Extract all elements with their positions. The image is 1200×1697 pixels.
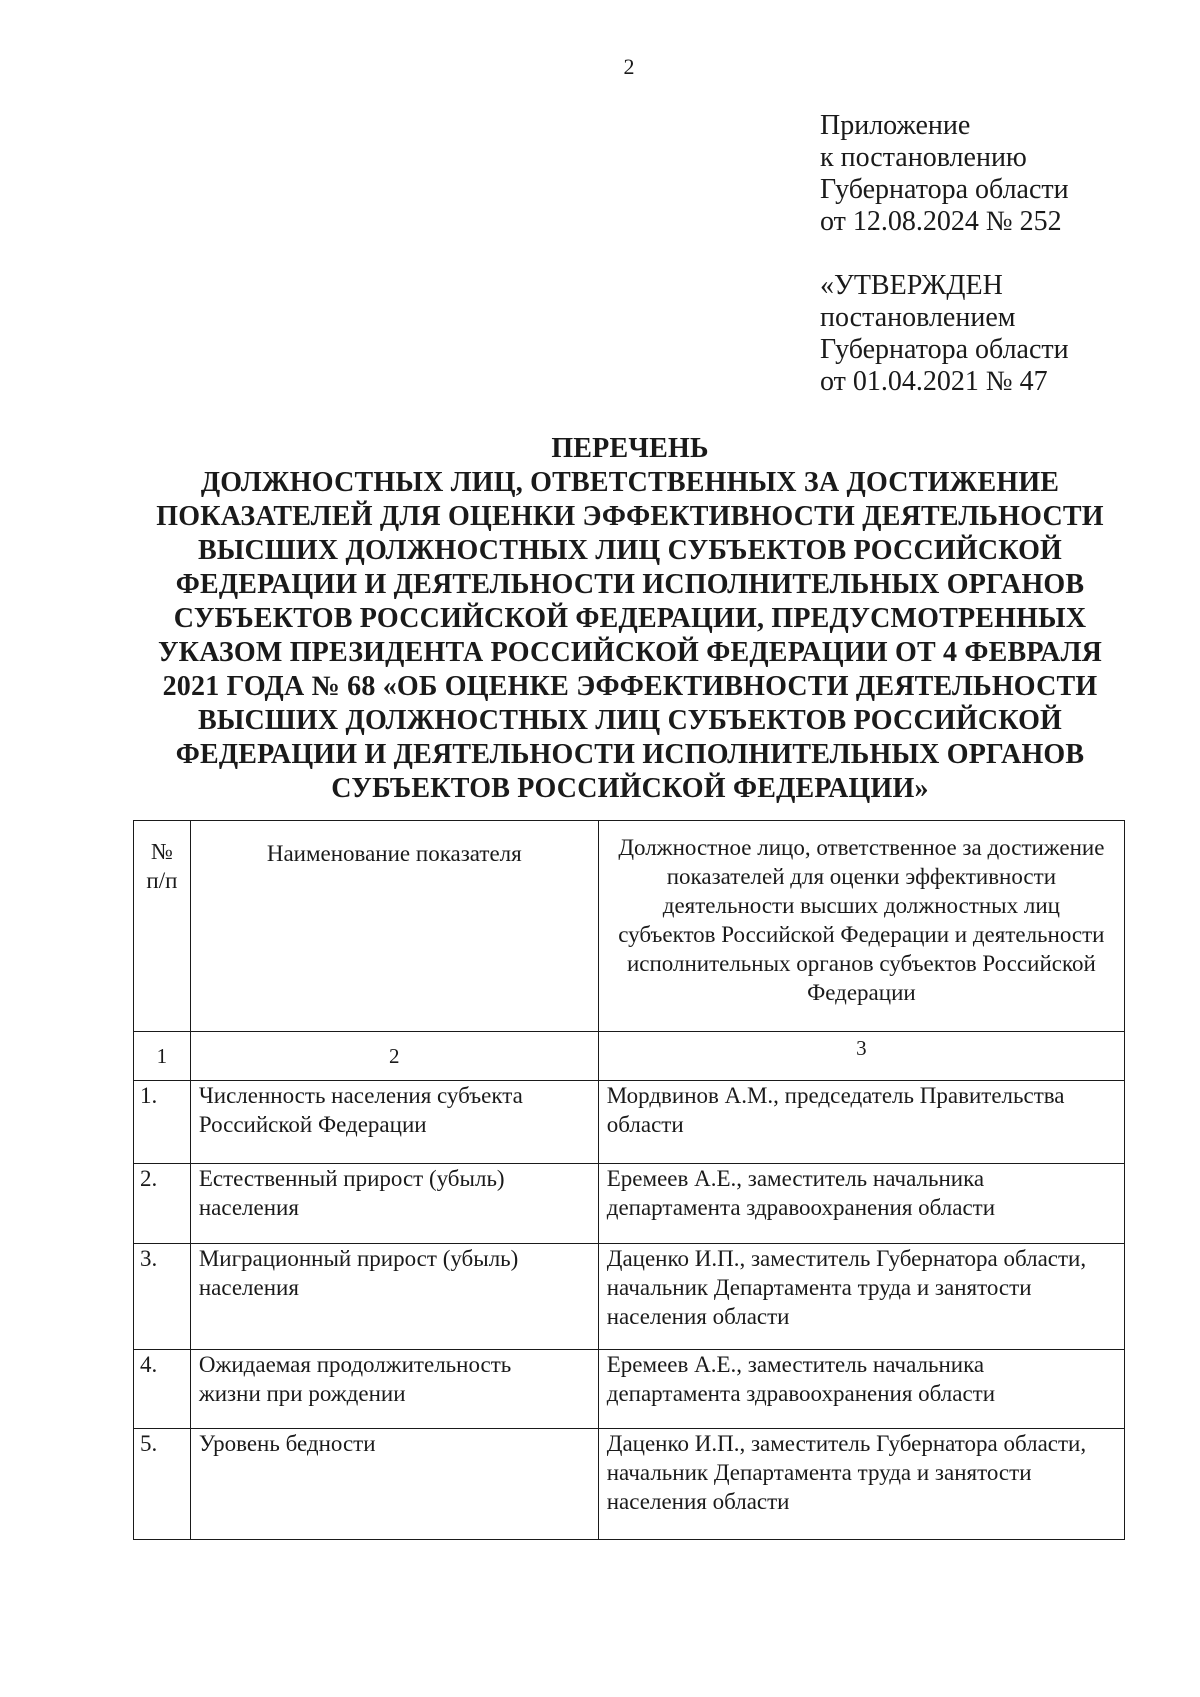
cell-line: начальник Департамента труда и занятости bbox=[606, 1275, 1032, 1300]
row-number: 5. bbox=[134, 1429, 191, 1540]
header-text: деятельности высших должностных лиц bbox=[662, 893, 1060, 918]
row-indicator bbox=[190, 1350, 598, 1429]
header-text: Наименование показателя bbox=[266, 841, 522, 866]
title-line: ВЫСШИХ ДОЛЖНОСТНЫХ ЛИЦ СУБЪЕКТОВ РОССИЙСКОЙ bbox=[197, 535, 1063, 566]
title-line: СУБЪЕКТОВ РОССИЙСКОЙ ФЕДЕРАЦИИ, ПРЕДУСМОТРЕННЫХ bbox=[173, 603, 1087, 634]
header-number-cell bbox=[134, 821, 191, 1032]
table-row bbox=[134, 1244, 1125, 1350]
officials-table bbox=[133, 820, 1125, 1540]
title-line: ФЕДЕРАЦИИ И ДЕЯТЕЛЬНОСТИ ИСПОЛНИТЕЛЬНЫХ ОРГАНОВ bbox=[175, 739, 1085, 770]
appendix-line: к постановлению bbox=[820, 142, 1027, 173]
column-number: 2 bbox=[190, 1032, 598, 1081]
header-text: Федерации bbox=[807, 980, 916, 1005]
title-line: СУБЪЕКТОВ РОССИЙСКОЙ ФЕДЕРАЦИИ» bbox=[331, 773, 929, 804]
row-indicator bbox=[190, 1244, 598, 1350]
cell-line: области bbox=[606, 1112, 684, 1137]
row-number: 2. bbox=[134, 1164, 191, 1244]
row-number: 3. bbox=[134, 1244, 191, 1350]
cell-line: населения bbox=[198, 1195, 299, 1220]
row-number: 1. bbox=[134, 1081, 191, 1164]
title-line: ФЕДЕРАЦИИ И ДЕЯТЕЛЬНОСТИ ИСПОЛНИТЕЛЬНЫХ ОРГАНОВ bbox=[175, 569, 1085, 600]
column-number-row bbox=[134, 1032, 1125, 1081]
row-responsible bbox=[598, 1081, 1124, 1164]
column-number: 1 bbox=[134, 1032, 191, 1081]
cell-line: департамента здравоохранения области bbox=[606, 1195, 996, 1220]
header-responsible-cell bbox=[598, 821, 1124, 1032]
appendix-line: Приложение bbox=[820, 110, 971, 141]
header-text: Должностное лицо, ответственное за достижение bbox=[618, 835, 1105, 860]
appendix-line: Губернатора области bbox=[820, 174, 1069, 205]
table-header-row bbox=[134, 821, 1125, 1032]
document-title bbox=[130, 432, 1130, 806]
title-line: УКАЗОМ ПРЕЗИДЕНТА РОССИЙСКОЙ ФЕДЕРАЦИИ ОТ 4 ФЕВРАЛЯ bbox=[157, 637, 1103, 668]
cell-line: Даценко И.П., заместитель Губернатора области, bbox=[606, 1246, 1087, 1271]
table-row bbox=[134, 1350, 1125, 1429]
row-indicator bbox=[190, 1164, 598, 1244]
header-text: № bbox=[150, 839, 173, 864]
cell-line: Мордвинов А.М., председатель Правительства bbox=[606, 1083, 1065, 1108]
table-row bbox=[134, 1429, 1125, 1540]
approved-line: постановлением bbox=[820, 302, 1016, 333]
approved-line: Губернатора области bbox=[820, 334, 1069, 365]
title-line: 2021 ГОДА № 68 «ОБ ОЦЕНКЕ ЭФФЕКТИВНОСТИ ДЕЯТЕЛЬНОСТИ bbox=[162, 671, 1098, 702]
page-number: 2 bbox=[623, 54, 635, 79]
row-indicator bbox=[190, 1429, 598, 1540]
row-responsible bbox=[598, 1164, 1124, 1244]
cell-line: населения области bbox=[606, 1304, 790, 1329]
cell-line: Еремеев А.Е., заместитель начальника bbox=[606, 1166, 985, 1191]
title-line: ПЕРЕЧЕНЬ bbox=[551, 433, 709, 464]
title-line: ВЫСШИХ ДОЛЖНОСТНЫХ ЛИЦ СУБЪЕКТОВ РОССИЙСКОЙ bbox=[197, 705, 1063, 736]
cell-line: Ожидаемая продолжительность bbox=[198, 1352, 512, 1377]
row-responsible bbox=[598, 1429, 1124, 1540]
header-text: исполнительных органов субъектов Российской bbox=[626, 951, 1096, 976]
header-text: показателей для оценки эффективности bbox=[666, 864, 1057, 889]
title-line: ДОЛЖНОСТНЫХ ЛИЦ, ОТВЕТСТВЕННЫХ ЗА ДОСТИЖЕНИЕ bbox=[200, 467, 1060, 498]
header-text: п/п bbox=[146, 868, 178, 893]
row-indicator bbox=[190, 1081, 598, 1164]
table-row bbox=[134, 1164, 1125, 1244]
table-row bbox=[134, 1081, 1125, 1164]
cell-line: департамента здравоохранения области bbox=[606, 1381, 996, 1406]
cell-line: Российской Федерации bbox=[198, 1112, 427, 1137]
column-number: 3 bbox=[598, 1032, 1124, 1081]
cell-line: жизни при рождении bbox=[198, 1381, 406, 1406]
cell-line: населения bbox=[198, 1275, 299, 1300]
cell-line: населения области bbox=[606, 1489, 790, 1514]
cell-line: Еремеев А.Е., заместитель начальника bbox=[606, 1352, 985, 1377]
approved-line: от 01.04.2021 № 47 bbox=[820, 366, 1048, 397]
appendix-line: от 12.08.2024 № 252 bbox=[820, 206, 1062, 237]
approved-line: «УТВЕРЖДЕН bbox=[820, 270, 1003, 301]
appendix-reference bbox=[820, 110, 1069, 238]
cell-line: начальник Департамента труда и занятости bbox=[606, 1460, 1032, 1485]
cell-line: Численность населения субъекта bbox=[198, 1083, 523, 1108]
header-text: субъектов Российской Федерации и деятельности bbox=[618, 922, 1105, 947]
cell-line: Естественный прирост (убыль) bbox=[198, 1166, 505, 1191]
cell-line: Уровень бедности bbox=[198, 1431, 376, 1456]
title-line: ПОКАЗАТЕЛЕЙ ДЛЯ ОЦЕНКИ ЭФФЕКТИВНОСТИ ДЕЯТЕЛЬНОСТИ bbox=[156, 501, 1104, 532]
header-indicator-cell bbox=[190, 821, 598, 1032]
row-number: 4. bbox=[134, 1350, 191, 1429]
row-responsible bbox=[598, 1350, 1124, 1429]
cell-line: Даценко И.П., заместитель Губернатора области, bbox=[606, 1431, 1087, 1456]
cell-line: Миграционный прирост (убыль) bbox=[198, 1246, 519, 1271]
approval-stamp-text bbox=[820, 270, 1069, 398]
row-responsible bbox=[598, 1244, 1124, 1350]
